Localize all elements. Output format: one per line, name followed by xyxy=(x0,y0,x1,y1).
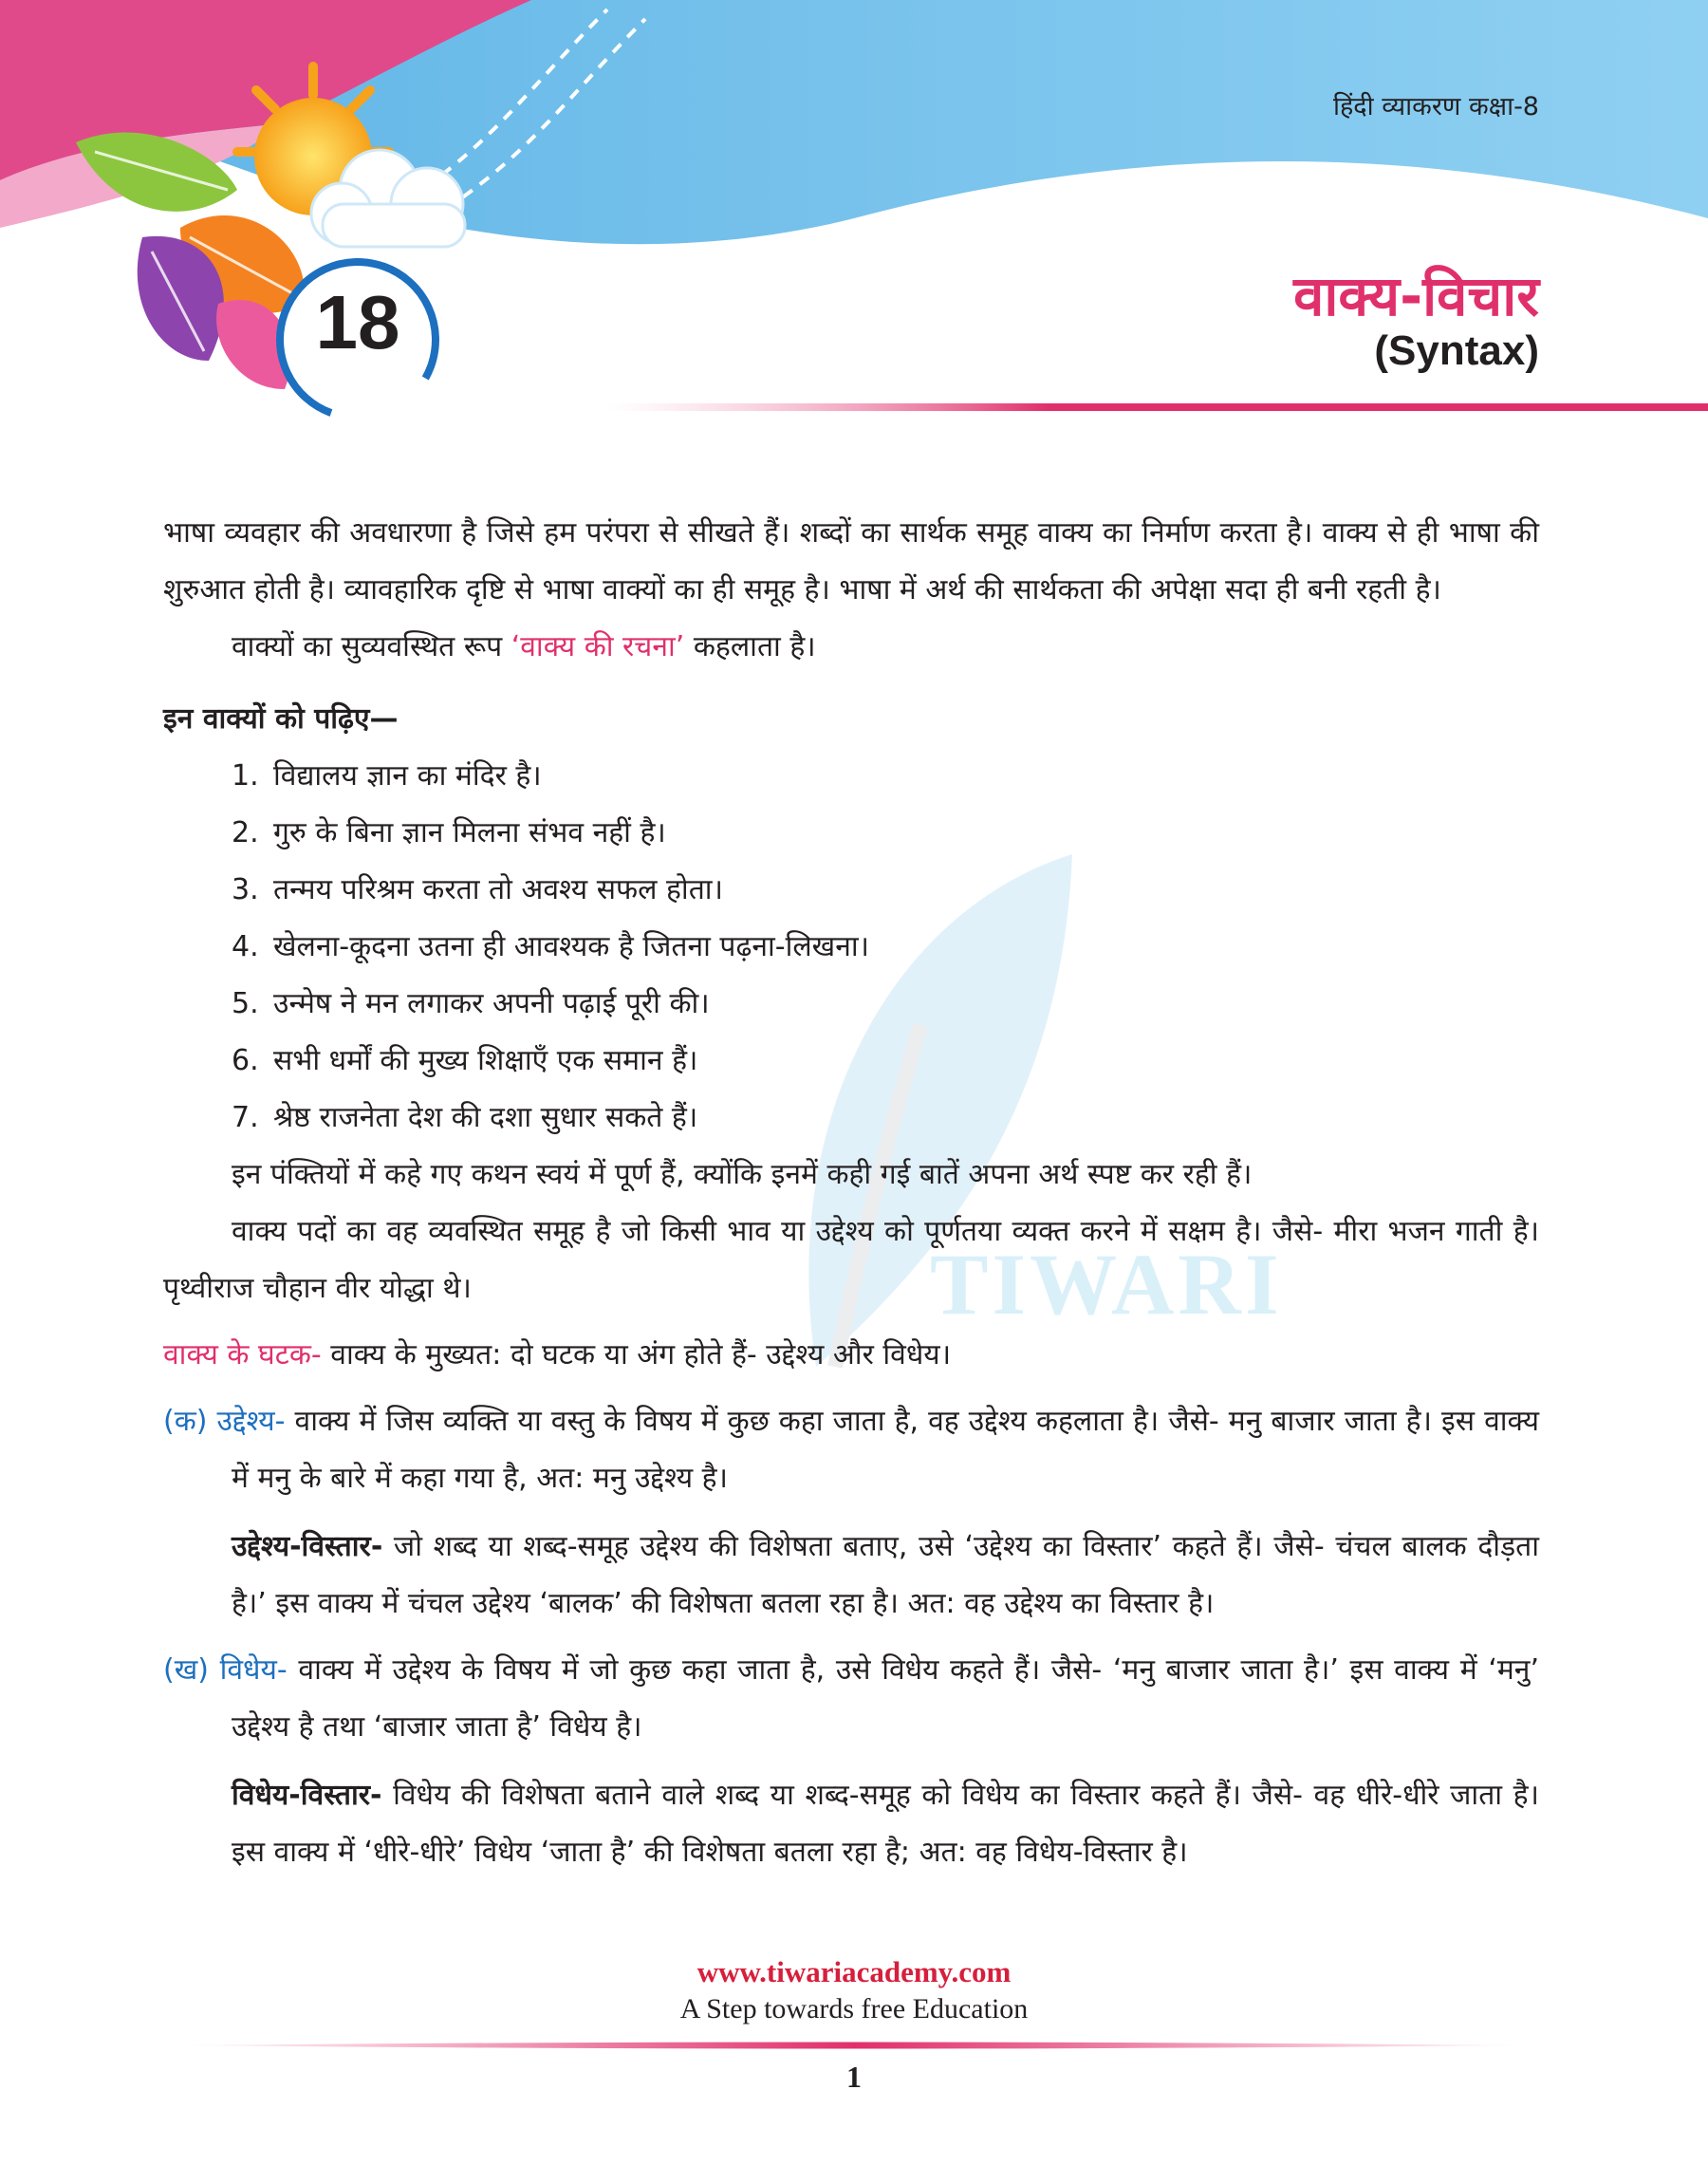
list-number: 4. xyxy=(232,930,259,963)
subject-text: वाक्य में जिस व्यक्ति या वस्तु के विषय में कुछ कहा जाता है, वह उद्देश्य कहलाता है। जैसे- मनु बाजार जाता है। इस वाक्य में मनु के बारे में कहा गया है, अत: मनु उद्देश्य है। xyxy=(232,1405,1540,1495)
page-body xyxy=(163,505,1539,1881)
section-marker: (क) xyxy=(163,1405,208,1438)
list-text: गुरु के बिना ज्ञान मिलना संभव नहीं है। xyxy=(273,816,666,849)
predicate-label: विधेय- xyxy=(219,1653,288,1687)
predicate-extension-paragraph xyxy=(163,1767,1539,1881)
intro-paragraph-2 xyxy=(163,619,1539,676)
subject-extension-text: जो शब्द या शब्द-समूह उद्देश्य की विशेषता बताए, उसे ‘उद्देश्य का विस्तार’ कहते हैं। जैसे- चंचल बालक दौड़ता है।’ इस वाक्य में चंचल उद्देश्य ‘बालक’ की विशेषता बतला रहा है। अत: वह उद्देश्य का विस्तार है। xyxy=(232,1530,1539,1620)
footer-tagline: A Step towards free Education xyxy=(679,1993,1029,2024)
components-text: वाक्य के मुख्यत: दो घटक या अंग होते हैं- उद्देश्य और विधेय। xyxy=(321,1338,952,1371)
list-item xyxy=(163,1090,1539,1147)
list-text: खेलना-कूदना उतना ही आवश्यक है जितना पढ़ना-लिखना। xyxy=(273,930,870,963)
predicate-extension-label: विधेय-विस्तार- xyxy=(232,1779,382,1812)
after-list-paragraph: इन पंक्तियों में कहे गए कथन स्वयं में पूर्ण हैं, क्योंकि इनमें कही गई बातें अपना अर्थ स्पष्ट कर रही हैं। xyxy=(232,1158,1253,1191)
intro-text: वाक्यों का सुव्यवस्थित रूप xyxy=(232,630,511,663)
subject-extension-label: उद्देश्य-विस्तार- xyxy=(232,1530,383,1563)
components-label: वाक्य के घटक- xyxy=(163,1338,322,1371)
footer-url-link[interactable]: www.tiwariacademy.com xyxy=(696,1955,1012,1988)
intro-text-end: कहलाता है। xyxy=(684,630,816,663)
list-item xyxy=(163,976,1539,1033)
read-heading: इन वाक्यों को पढ़िए— xyxy=(163,702,399,736)
book-title: हिंदी व्याकरण कक्षा-8 xyxy=(1332,92,1539,121)
list-text: विद्यालय ज्ञान का मंदिर है। xyxy=(273,759,542,793)
components-paragraph xyxy=(163,1327,1539,1384)
subject-extension-paragraph xyxy=(163,1519,1539,1633)
watermark-text: TIWARI xyxy=(930,1236,1283,1333)
definition-paragraph: वाक्य पदों का वह व्यवस्थित समूह है जो किसी भाव या उद्देश्य को पूर्णतया व्यक्त करने में सक्षम है। जैसे- मीरा भजन गाती है। पृथ्वीराज चौहान वीर योद्धा थे। xyxy=(163,1215,1539,1305)
list-item xyxy=(163,748,1539,805)
list-number: 6. xyxy=(232,1044,259,1077)
list-item xyxy=(163,805,1539,862)
highlight-term: ‘वाक्य की रचना’ xyxy=(511,630,685,663)
list-number: 3. xyxy=(232,873,259,906)
intro-paragraph: भाषा व्यवहार की अवधारणा है जिसे हम परंपरा से सीखते हैं। शब्दों का सार्थक समूह वाक्य का निर्माण करता है। वाक्य से ही भाषा की शुरुआत होती है। व्यावहारिक दृष्टि से भाषा वाक्यों का ही समूह है। भाषा में अर्थ की सार्थकता की अपेक्षा सदा ही बनी रहती है। xyxy=(163,516,1539,606)
list-number: 5. xyxy=(232,987,259,1020)
list-number: 1. xyxy=(232,759,259,793)
chapter-subtitle: (Syntax) xyxy=(1374,327,1539,374)
predicate-paragraph xyxy=(163,1642,1539,1756)
section-ka xyxy=(163,1393,1539,1633)
list-number: 7. xyxy=(232,1101,259,1134)
list-number: 2. xyxy=(232,816,259,849)
list-text: श्रेष्ठ राजनेता देश की दशा सुधार सकते हैं। xyxy=(273,1101,698,1134)
list-text: उन्मेष ने मन लगाकर अपनी पढ़ाई पूरी की। xyxy=(273,987,710,1020)
chapter-number: 18 xyxy=(315,280,400,364)
list-text: तन्मय परिश्रम करता तो अवश्य सफल होता। xyxy=(273,873,723,906)
section-marker: (ख) xyxy=(163,1653,209,1687)
chapter-title: वाक्य-विचार xyxy=(1293,264,1539,328)
subject-paragraph xyxy=(163,1393,1539,1507)
sentence-list xyxy=(163,748,1539,1147)
section-kha xyxy=(163,1642,1539,1881)
subject-label: उद्देश्य- xyxy=(216,1405,286,1438)
predicate-text: वाक्य में उद्देश्य के विषय में जो कुछ कहा जाता है, उसे विधेय कहते हैं। जैसे- ‘मनु बाजार जाता है।’ इस वाक्य में ‘मनु’ उद्देश्य है तथा ‘बाजार जाता है’ विधेय है। xyxy=(232,1653,1539,1744)
predicate-extension-text: विधेय की विशेषता बताने वाले शब्द या शब्द-समूह को विधेय का विस्तार कहते हैं। जैसे- वह धीरे-धीरे जाता है। इस वाक्य में ‘धीरे-धीरे’ विधेय ‘जाता है’ की विशेषता बतला रहा है; अत: वह विधेय-विस्तार है। xyxy=(232,1779,1539,1869)
page-number: 1 xyxy=(846,2060,862,2094)
list-item xyxy=(163,919,1539,976)
list-item xyxy=(163,862,1539,919)
list-text: सभी धर्मों की मुख्य शिक्षाएँ एक समान हैं। xyxy=(273,1044,698,1077)
list-item xyxy=(163,1033,1539,1090)
footer-divider xyxy=(180,2041,1528,2050)
